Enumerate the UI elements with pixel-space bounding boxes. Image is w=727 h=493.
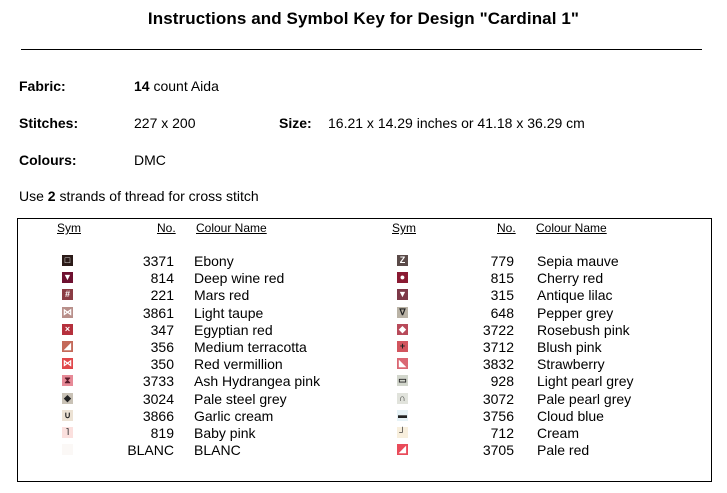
symbol-swatch-icon: ▼: [63, 272, 72, 283]
symbol-swatch-icon: ▬: [398, 409, 407, 420]
table-row: [0, 356, 727, 373]
colour-number: 3866: [142, 407, 174, 424]
colour-number: 712: [490, 425, 514, 441]
table-row: [0, 373, 727, 390]
colour-number: 3832: [482, 356, 514, 373]
colour-number: 3371: [142, 253, 174, 269]
colour-name: Mars red: [194, 287, 250, 304]
colour-number: 779: [490, 253, 514, 269]
symbol-swatch-icon: ×: [62, 324, 73, 335]
colour-name: Pale red: [537, 442, 590, 459]
left-name-header: Colour Name: [196, 221, 267, 235]
colour-number: 928: [490, 373, 514, 390]
symbol-swatch-icon: ˥: [62, 427, 73, 438]
colour-number: 3861: [142, 304, 174, 321]
colour-number: 356: [150, 339, 174, 355]
table-row: [0, 425, 727, 442]
colour-number: 815: [490, 270, 514, 287]
table-row: [0, 339, 727, 356]
colour-number: 3733: [142, 373, 174, 390]
fabric-type: count Aida: [149, 78, 219, 94]
page-title: Instructions and Symbol Key for Design "Cardinal 1": [147, 9, 580, 28]
colour-number: 3712: [482, 339, 514, 355]
symbol-swatch-icon: ●: [397, 272, 408, 283]
colour-name: Deep wine red: [194, 270, 285, 287]
left-sym-header: Sym: [57, 221, 81, 235]
colour-name: Cream: [537, 425, 580, 441]
colour-name: Sepia mauve: [537, 253, 619, 269]
colour-number: 347: [150, 321, 174, 338]
fabric-count: 14: [134, 78, 150, 94]
title-divider: [21, 49, 702, 50]
table-row: [0, 253, 727, 270]
colour-number: 3072: [482, 390, 514, 407]
symbol-swatch-icon: +: [397, 341, 408, 352]
colour-number: 819: [150, 425, 174, 441]
colour-number: 648: [490, 304, 514, 321]
symbol-swatch-icon: Z: [397, 255, 408, 266]
strands-instruction: [19, 188, 259, 204]
table-row: [0, 270, 727, 287]
fabric-value: [134, 78, 219, 94]
colour-name: Medium terracotta: [194, 339, 307, 355]
symbol-swatch-icon: ▭: [398, 375, 407, 386]
table-row: [0, 305, 727, 322]
colour-name: BLANC: [194, 442, 241, 459]
colour-name: Red vermillion: [194, 356, 283, 373]
strands-count: 2: [47, 188, 56, 204]
colour-name: Pepper grey: [537, 304, 614, 321]
symbol-swatch-icon: ┘: [397, 427, 408, 438]
right-sym-header: Sym: [392, 221, 416, 235]
colour-number: 3756: [482, 407, 514, 424]
table-row: [0, 391, 727, 408]
symbol-swatch-icon: ⋈: [63, 358, 72, 369]
symbol-swatch-icon: □: [62, 255, 73, 266]
colour-name: Light pearl grey: [537, 373, 634, 390]
colour-name: Pale steel grey: [194, 390, 287, 407]
colour-name: Ash Hydrangea pink: [194, 373, 321, 390]
symbol-swatch-icon: ⋈: [63, 306, 72, 317]
colour-name: Rosebush pink: [537, 321, 630, 338]
colour-number: 350: [150, 356, 174, 373]
size-value: 16.21 x 14.29 inches or 41.18 x 36.29 cm: [328, 115, 585, 131]
symbol-swatch-icon: ◣: [397, 358, 408, 369]
strands-pre: Use: [19, 188, 48, 204]
right-no-header: No.: [497, 221, 516, 235]
colour-name: Cloud blue: [537, 407, 604, 424]
symbol-swatch-icon: ∩: [397, 393, 408, 404]
left-no-header: No.: [157, 221, 176, 235]
colour-name: Baby pink: [194, 425, 256, 441]
colour-name: Egyptian red: [194, 321, 273, 338]
colour-name: Strawberry: [537, 356, 605, 373]
strands-post: strands of thread for cross stitch: [55, 188, 259, 204]
right-name-header: Colour Name: [536, 221, 607, 235]
colour-name: Ebony: [194, 253, 234, 269]
colours-value: DMC: [134, 152, 166, 168]
colour-number: 3024: [142, 390, 174, 407]
symbol-swatch-icon: ◆: [62, 393, 73, 404]
table-row: [0, 408, 727, 425]
fabric-label: Fabric:: [19, 78, 66, 94]
colour-number: 814: [150, 270, 174, 287]
colour-number: 315: [490, 287, 514, 304]
colours-label: Colours:: [19, 152, 77, 168]
stitches-value: 227 x 200: [134, 115, 196, 131]
symbol-swatch-icon: ◢: [397, 444, 408, 455]
table-row: [0, 322, 727, 339]
colour-name: Blush pink: [537, 339, 602, 355]
colour-name: Antique lilac: [537, 287, 613, 304]
colour-number: 3705: [482, 442, 514, 459]
symbol-swatch-icon: #: [62, 289, 73, 300]
colour-name: Cherry red: [537, 270, 604, 287]
symbol-swatch-icon: ▼: [398, 289, 407, 300]
colour-number: 3722: [482, 321, 514, 338]
stitches-label: Stitches:: [19, 115, 79, 131]
colour-name: Pale pearl grey: [537, 390, 632, 407]
colour-name: Garlic cream: [194, 407, 274, 424]
colour-number: BLANC: [127, 442, 174, 459]
colour-name: Light taupe: [194, 304, 264, 321]
symbol-swatch-icon: ◆: [397, 324, 408, 335]
symbol-swatch-icon: ∪: [62, 410, 73, 421]
symbol-swatch-icon: ⧗: [62, 375, 73, 386]
colour-number: 221: [150, 287, 174, 304]
symbol-swatch-icon: ◢: [62, 341, 73, 352]
table-row: [0, 442, 727, 459]
symbol-swatch-icon: ∇: [397, 307, 408, 318]
size-label: Size:: [279, 115, 312, 131]
table-row: [0, 287, 727, 304]
